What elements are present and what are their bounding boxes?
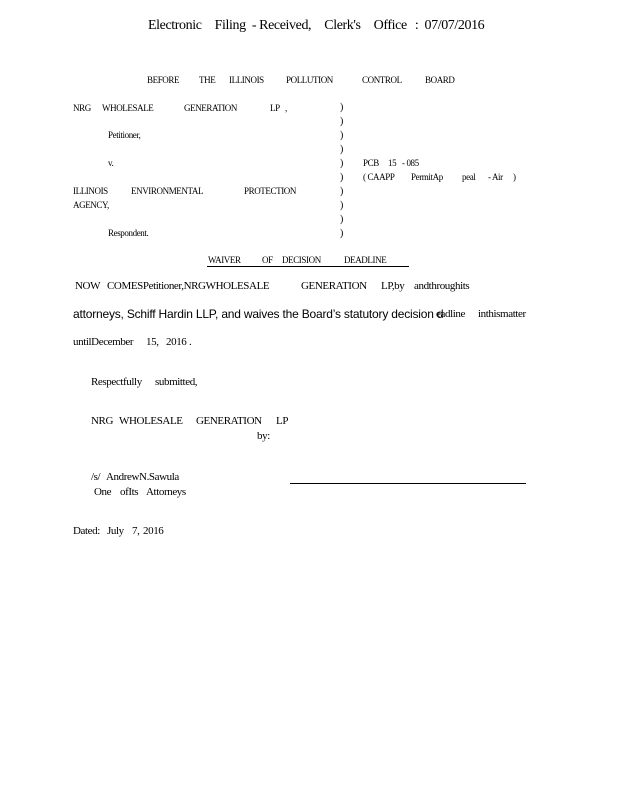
header-word: Clerk's [324, 18, 361, 33]
petitioner-name: GENERATION [184, 103, 237, 113]
paren: ) [340, 130, 344, 141]
petitioner-name: , [285, 103, 287, 113]
paren: ) [340, 172, 344, 183]
attorneys-word: One [94, 486, 112, 498]
case-type-part: ) [513, 172, 516, 182]
case-no-part: PCB [363, 158, 379, 168]
paren: ) [340, 214, 344, 225]
body-word: COMESPetitioner,NRGWHOLESALE [107, 280, 270, 292]
filing-header [148, 18, 484, 34]
board-word: POLLUTION [286, 75, 333, 85]
paren: ) [340, 186, 344, 197]
header-word: : [414, 18, 419, 33]
dated-word: 2016 [143, 525, 164, 537]
petitioner-name: LP [270, 103, 280, 113]
respondent-name: PROTECTION [244, 186, 296, 196]
closing-word: submitted, [155, 376, 198, 388]
petitioner-label: Petitioner, [108, 130, 141, 140]
body-word: . [189, 336, 192, 348]
body-word: LP,by [381, 280, 405, 292]
respondent-name: AGENCY, [73, 200, 109, 210]
title-word: DECISION [282, 255, 321, 265]
body-word: andthroughits [414, 280, 470, 292]
board-word: THE [199, 75, 216, 85]
body-word: GENERATION [301, 280, 367, 292]
board-word: ILLINOIS [229, 75, 264, 85]
body-word: inthismatter [478, 308, 526, 320]
paren: ) [340, 102, 344, 113]
paren: ) [340, 228, 344, 239]
header-word: Filing [214, 18, 246, 33]
body-word: untilDecember [73, 336, 134, 348]
case-no-part: - 085 [402, 158, 419, 168]
case-no-part: 15 [388, 158, 397, 168]
paren: ) [340, 116, 344, 127]
title-underline [207, 266, 409, 267]
board-word: BOARD [425, 75, 455, 85]
company-word: NRG [91, 415, 114, 427]
body-word: eadline [436, 308, 465, 320]
respondent-name: ENVIRONMENTAL [131, 186, 204, 196]
signature-word: /s/ [91, 471, 101, 483]
body-line-2: attorneys, Schiff Hardin LLP, and waives the Board’s statutory decision d [73, 307, 444, 321]
header-word: Electronic [148, 18, 202, 33]
title-word: WAIVER [208, 255, 241, 265]
paren: ) [340, 144, 344, 155]
attorneys-word: Attorneys [146, 486, 186, 498]
respondent-label: Respondent. [108, 228, 149, 238]
body-word: 15, [146, 336, 159, 348]
company-word: LP [276, 415, 289, 427]
closing-word: Respectfully [91, 376, 142, 388]
case-type-part: peal [462, 172, 476, 182]
versus-label: v. [108, 158, 114, 168]
dated-word: Dated: [73, 525, 100, 537]
signature-line [290, 483, 526, 484]
company-word: GENERATION [196, 415, 262, 427]
paren: ) [340, 200, 344, 211]
case-type-part: PermitAp [411, 172, 443, 182]
petitioner-name: NRG [73, 103, 91, 113]
board-word: BEFORE [147, 75, 180, 85]
header-word: Office [373, 18, 407, 33]
case-type-part: - Air [488, 172, 503, 182]
body-word: NOW [75, 280, 101, 292]
by-label: by: [257, 430, 270, 442]
board-word: CONTROL [362, 75, 402, 85]
title-word: OF [262, 255, 273, 265]
respondent-name: ILLINOIS [73, 186, 108, 196]
dated-word: July [107, 525, 124, 537]
header-word: - Received, [251, 18, 312, 33]
petitioner-name: WHOLESALE [102, 103, 154, 113]
company-word: WHOLESALE [119, 415, 183, 427]
body-word: 2016 [166, 336, 187, 348]
signature-word: AndrewN.Sawula [106, 471, 179, 483]
title-word: DEADLINE [344, 255, 387, 265]
dated-word: 7, [132, 525, 140, 537]
attorneys-word: ofIts [120, 486, 139, 498]
header-word: 07/07/2016 [424, 18, 485, 33]
case-type-part: ( CAAPP [363, 172, 395, 182]
paren: ) [340, 158, 344, 169]
